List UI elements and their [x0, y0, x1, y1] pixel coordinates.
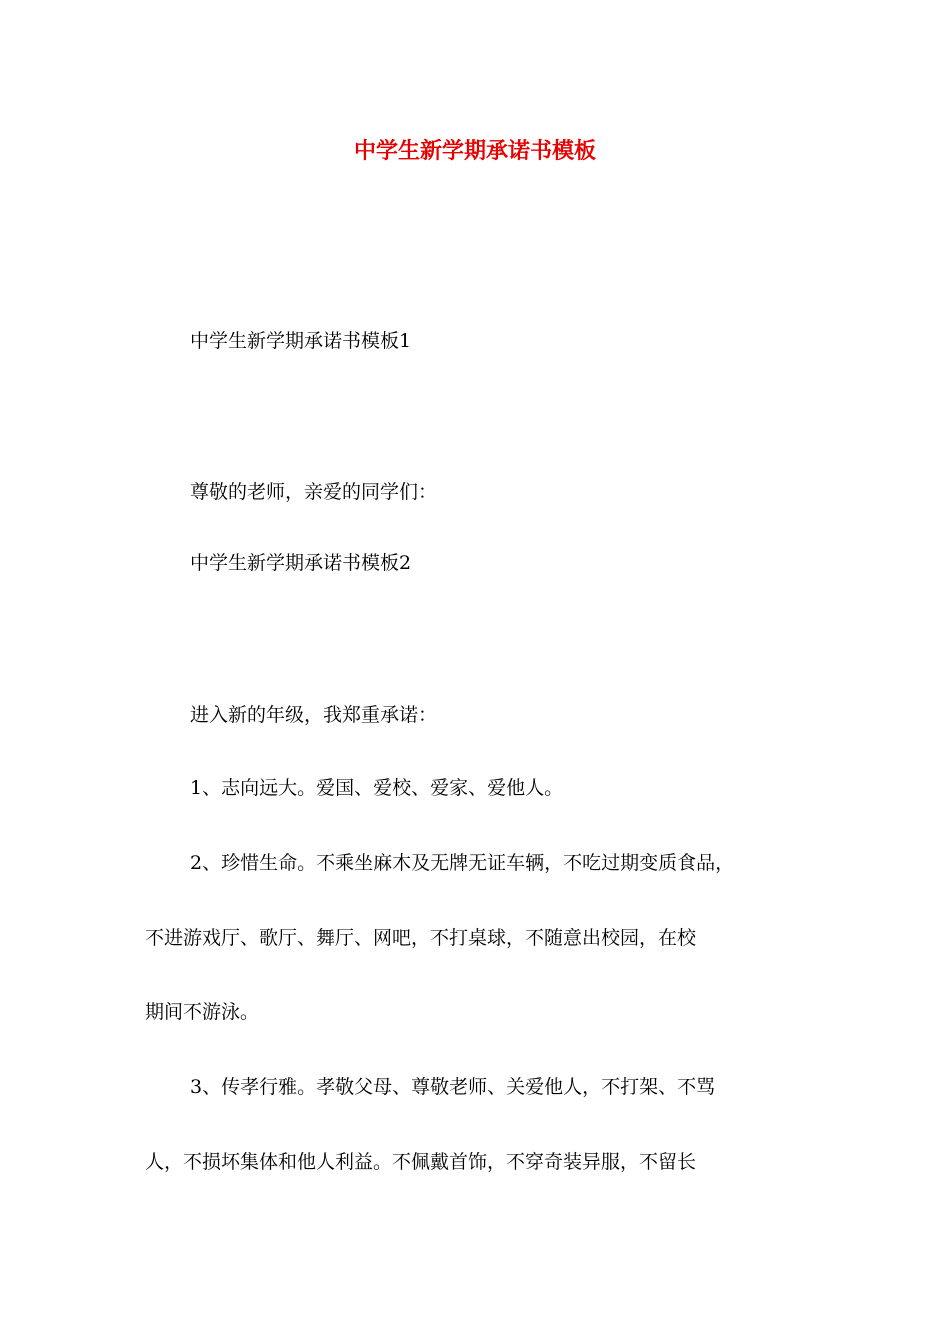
- salutation: 尊敬的老师，亲爱的同学们：: [190, 481, 438, 503]
- paragraph-intro: 进入新的年级，我郑重承诺：: [190, 704, 438, 726]
- paragraph-item-3-line-2: 人，不损坏集体和他人利益。不佩戴首饰，不穿奇装异服，不留长: [145, 1151, 697, 1173]
- section-heading-2: 中学生新学期承诺书模板2: [190, 552, 412, 574]
- paragraph-item-3-line-1: 3、传孝行雅。孝敬父母、尊敬老师、关爱他人，不打架、不骂: [190, 1076, 716, 1098]
- section-heading-1: 中学生新学期承诺书模板1: [190, 330, 412, 352]
- paragraph-item-2-line-1: 2、珍惜生命。不乘坐麻木及无牌无证车辆，不吃过期变质食品，: [190, 852, 735, 874]
- paragraph-item-2-line-2: 不进游戏厅、歌厅、舞厅、网吧，不打桌球，不随意出校园，在校: [145, 927, 697, 949]
- document-title: 中学生新学期承诺书模板: [353, 138, 596, 164]
- paragraph-item-2-line-3: 期间不游泳。: [145, 1001, 260, 1023]
- paragraph-item-1: 1、志向远大。爱国、爱校、爱家、爱他人。: [190, 777, 564, 799]
